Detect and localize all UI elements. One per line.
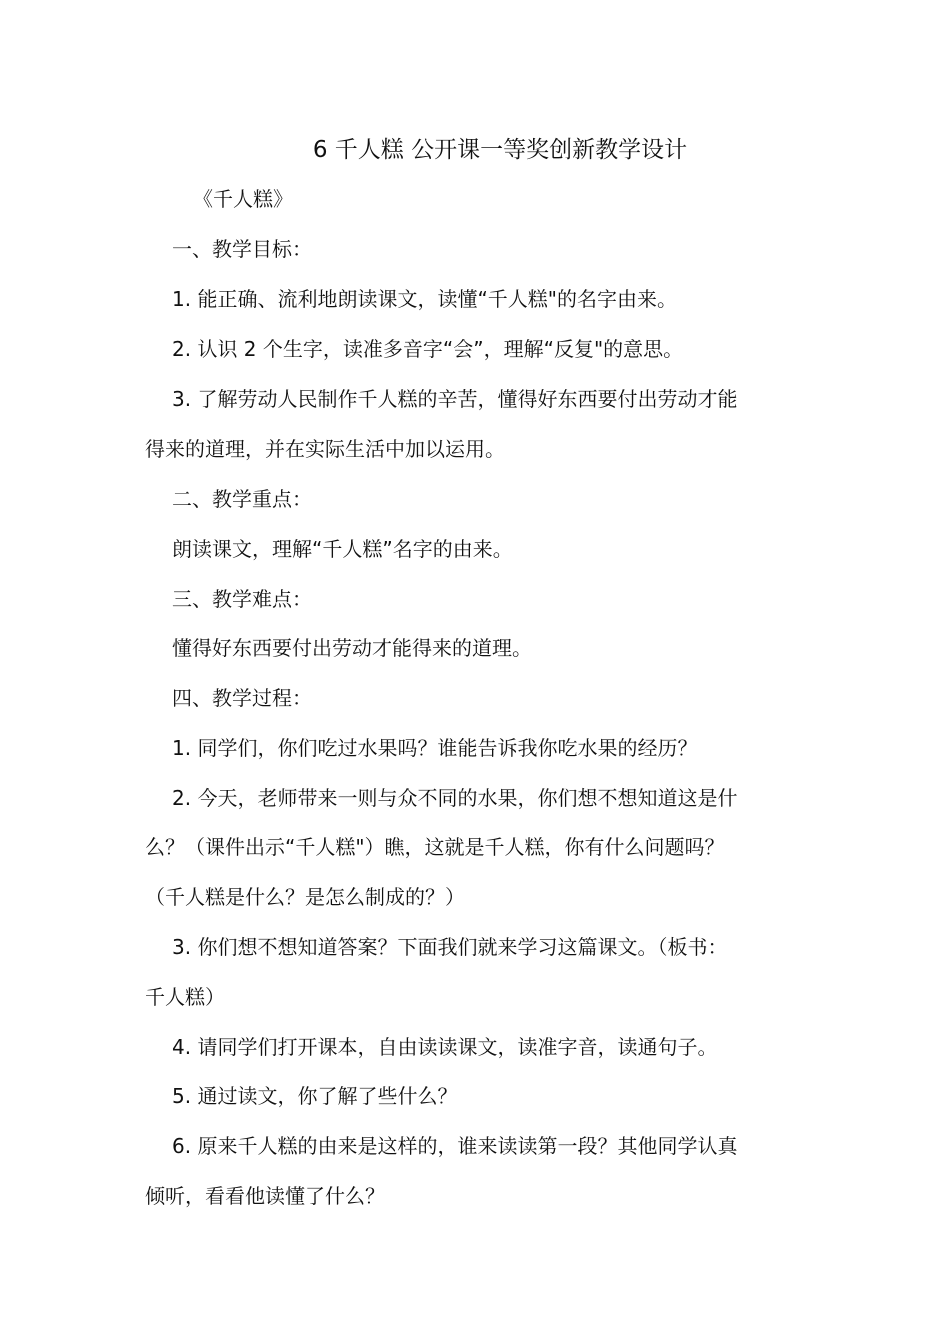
section-heading-process: 四、教学过程： [172, 686, 312, 710]
paragraph-line: （千人糕是什么？是怎么制成的？） [145, 885, 465, 909]
paragraph-line: 2. 今天，老师带来一则与众不同的水果，你们想不想知道这是什 [172, 786, 738, 810]
paragraph-line: 3. 你们想不想知道答案？下面我们就来学习这篇课文。（板书： [172, 935, 728, 959]
paragraph-line: 4. 请同学们打开课本，自由读读课文，读准字音，读通句子。 [172, 1035, 718, 1059]
paragraph-line: 3. 了解劳动人民制作千人糕的辛苦，懂得好东西要付出劳动才能 [172, 387, 738, 411]
section-heading-key-points: 二、教学重点： [172, 487, 312, 511]
document-subtitle: 《千人糕》 [193, 187, 293, 211]
paragraph-line: 得来的道理，并在实际生活中加以运用。 [145, 437, 505, 461]
paragraph-line: 5. 通过读文，你了解了些什么？ [172, 1084, 458, 1108]
paragraph-line: 么？（课件出示“千人糕"）瞧，这就是千人糕，你有什么问题吗？ [145, 835, 725, 859]
section-heading-objectives: 一、教学目标： [172, 237, 312, 261]
paragraph-line: 千人糕） [145, 985, 225, 1009]
paragraph-line: 倾听，看看他读懂了什么？ [145, 1184, 385, 1208]
paragraph-line: 2. 认识 2 个生字，读准多音字“会”，理解“反复"的意思。 [172, 337, 684, 361]
section-heading-difficulties: 三、教学难点： [172, 587, 312, 611]
paragraph-line: 朗读课文，理解“千人糕”名字的由来。 [172, 537, 513, 561]
paragraph-line: 6. 原来千人糕的由来是这样的，谁来读读第一段？其他同学认真 [172, 1134, 738, 1158]
document-title: 6 千人糕 公开课一等奖创新教学设计 [312, 137, 688, 163]
paragraph-line: 1. 同学们，你们吃过水果吗？谁能告诉我你吃水果的经历？ [172, 736, 698, 760]
paragraph-line: 1. 能正确、流利地朗读课文，读懂“千人糕"的名字由来。 [172, 287, 677, 311]
paragraph-line: 懂得好东西要付出劳动才能得来的道理。 [172, 636, 532, 660]
